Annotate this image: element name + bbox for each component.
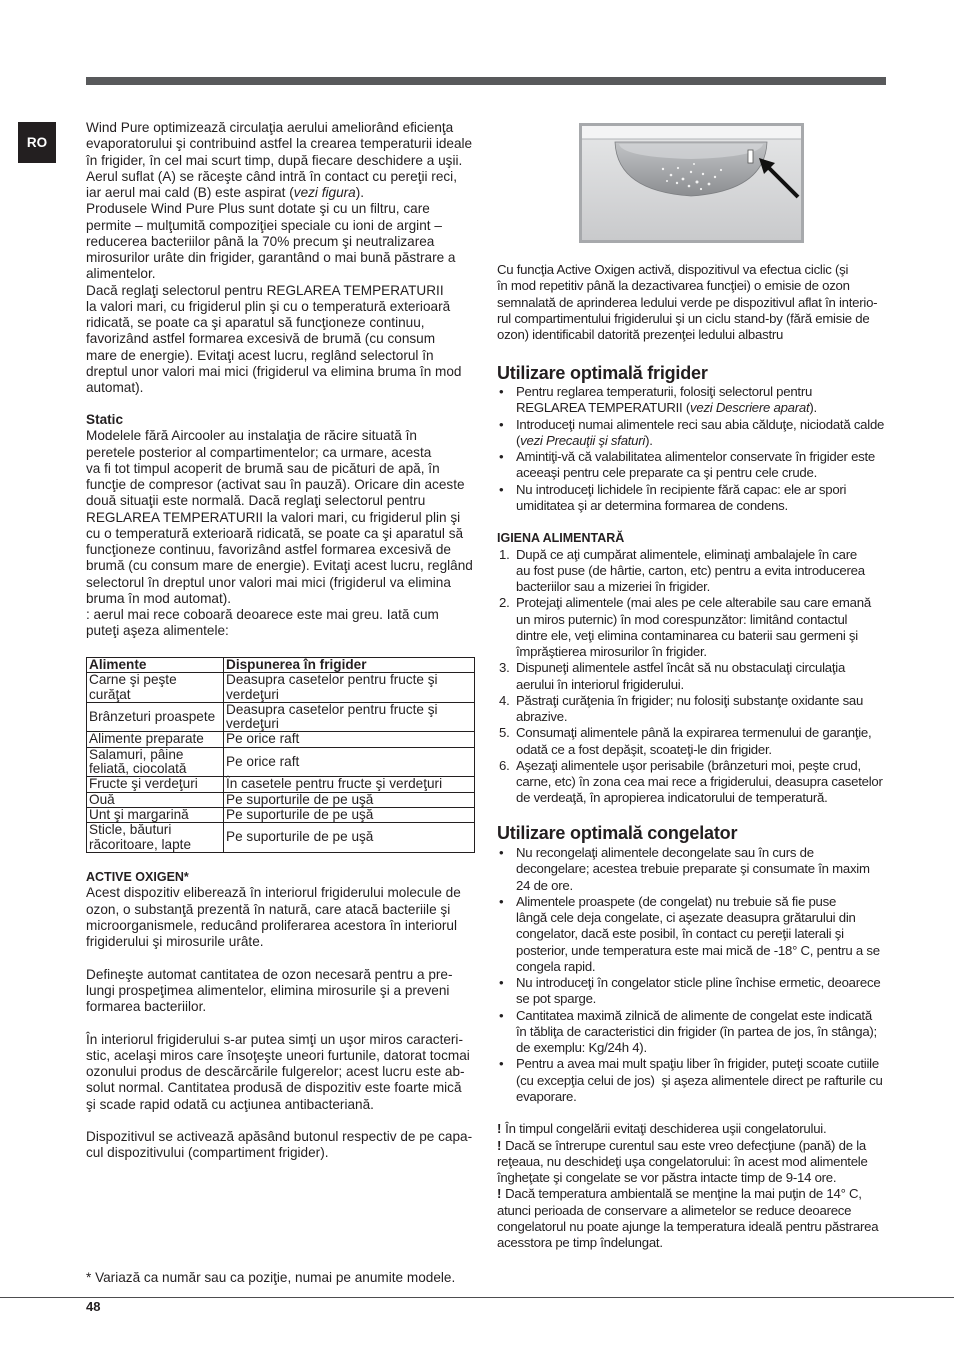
fridge-usage-title: Utilizare optimală frigider: [497, 363, 708, 383]
header-bar: [86, 77, 886, 85]
hygiene-heading: IGIENA ALIMENTARĂ: [497, 531, 625, 546]
list-number: 4.: [499, 692, 510, 708]
text-line: ozon, o substanţă prezentă în natură, care atacă bacteriile şi: [86, 901, 451, 917]
text-line: de exemplu: Kg/24h 4).: [516, 1040, 647, 1055]
bullet-icon: •: [499, 1056, 504, 1072]
text-line: permite – mulţumită compoziţiei speciale cu ioni de argint –: [86, 217, 442, 233]
list-item: [497, 845, 889, 894]
table-row: [87, 673, 475, 703]
text-line: un miros puternic) în mod corespunzător: limitând contactul: [516, 611, 848, 627]
text-line: rul compartimentului frigiderului şi un ciclu stand-by (fără emisie de: [497, 310, 870, 326]
text-line: au fost puse (de hârtie, carton, etc) pentru a evita introducerea: [516, 562, 865, 578]
text-line: bruma în mod automat).: [86, 590, 232, 606]
text-line: lungi prospeţimea alimentelor, elimina mirosurile şi a preveni: [86, 982, 450, 998]
text-line: Modelele fără Aircooler au instalaţia de răcire situată în: [86, 428, 417, 444]
warning-note: [497, 1138, 889, 1187]
table-row: [87, 807, 475, 822]
text-line: [497, 1138, 889, 1154]
text-line: mirosurilor urâte din frigider, garantând o mai bună păstrare a: [86, 250, 456, 265]
text-line: favorizând astfel formarea excesivă de brumă (cu consum: [86, 331, 436, 347]
italic-reference: vezi Precauţii şi sfaturi: [520, 432, 646, 448]
fridge-ceiling: [582, 126, 801, 139]
text-line: îngheţate şi congelate se vor păstra intacte timp de 9-14 ore.: [497, 1170, 837, 1185]
list-item-text: [516, 547, 889, 596]
italic-reference: vezi figura: [293, 185, 356, 200]
paragraph: [86, 885, 476, 950]
text-segment: REGLAREA TEMPERATURII (: [516, 400, 691, 416]
table-cell: Sticle, băuturi răcoritoare, lapte: [87, 823, 224, 853]
text-line: selectorul în dreptul unor valori mai mici (frigiderul va elimina: [86, 574, 451, 590]
table-row: [87, 792, 475, 807]
text-line: cu o temperatură exterioară ridicată, se poate ca şi aparatul să: [86, 525, 464, 541]
static-heading: Static: [86, 412, 124, 427]
table-row: [87, 702, 475, 732]
table-row: [87, 823, 475, 853]
text-line: Wind Pure optimizează circulaţia aerului ameliorând eficienţa: [86, 120, 454, 135]
table-body: [87, 673, 475, 853]
list-item: [497, 384, 889, 417]
table-cell: Pe orice raft: [224, 747, 475, 777]
text-line: mare de energie). Evitaţi acest lucru, reglând selectorul în: [86, 347, 434, 363]
paragraph: [86, 1032, 476, 1113]
text-line: ozonului produs de descărcările fulgerelor; acest lucru este ab-: [86, 1064, 465, 1079]
text-line: Protejaţi alimentele (mai ales pe cele alterabile sau care emană: [516, 595, 871, 611]
text-line: frigiderului şi mirosurile urâte.: [86, 934, 264, 949]
text-line: decongelare; acestea trebuie preparate şi consumate în maxim: [516, 861, 870, 877]
table-cell: Ouă: [87, 792, 224, 807]
italic-reference: vezi Descriere aparat: [690, 400, 810, 416]
list-item: [497, 975, 889, 1008]
list-item-text: [516, 417, 889, 450]
text-segment: ).: [645, 432, 653, 448]
text-line: REGLAREA TEMPERATURII la valori mari, cu frigiderul plin şi: [86, 509, 461, 525]
bullet-icon: •: [499, 416, 504, 432]
text-line: congelatorul nu poate ajunge la temperatura ideală pentru păstrarea: [497, 1218, 879, 1234]
text-line: două situaţii este normală. Dacă reglaţi selectorul pentru: [86, 493, 426, 509]
text-line: evaporatorului şi contribuind astfel la crearea temperaturii ideale: [86, 136, 473, 152]
text-line: Nu introduceţi lichidele în recipiente fără capac: ele ar spori: [516, 481, 847, 497]
text-segment: Dacă temperatura ambientală se menţine la mai puţin de 14° C,: [505, 1186, 862, 1202]
hygiene-list: [497, 547, 889, 807]
text-line: alimentelor.: [86, 266, 156, 282]
text-line: [516, 400, 889, 416]
text-line: puteţi aşeza alimentele:: [86, 623, 229, 639]
list-item: [497, 547, 889, 596]
paragraph: [86, 1129, 476, 1162]
warning-icon: !: [497, 1137, 502, 1153]
text-line: reducerea bacteriilor până la 70% precum şi neutralizarea: [86, 233, 435, 249]
text-line: în tăbliţa de caracteristici din frigider (în partea de jos, în stânga);: [516, 1023, 877, 1039]
text-line: Aşezaţi alimentele uşor perisabile (brânzeturi moi, peşte crud,: [516, 757, 861, 773]
active-oxigen-text: [86, 885, 476, 1161]
wind-pure-text: [86, 120, 476, 396]
text-line: Cantitatea maximă zilnică de alimente de congelat este indicată: [516, 1007, 872, 1023]
text-segment: Dacă se întrerupe curentul sau este vreo defecţiune (pană) de la: [505, 1137, 866, 1153]
text-line: Dispuneţi alimentele astfel încât să nu obstaculaţi circulaţia: [516, 660, 846, 676]
list-item-text: [516, 595, 889, 660]
static-section: [86, 412, 476, 640]
text-line: umiditatea şi ar determina formarea de condens.: [516, 497, 788, 513]
text-line: Pentru a avea mai mult spaţiu liber în frigider, puteţi scoate cutiile: [516, 1056, 879, 1072]
table-cell: Pe orice raft: [224, 732, 475, 747]
text-line: aceeaşi pentru cele preparate ca şi pentru cele crude.: [516, 465, 817, 481]
text-line: peretele posterior al compartimentelor; ca urmare, acesta: [86, 444, 432, 460]
text-line: în mod repetitiv până la dezactivarea funcţiei) o emisie de ozon: [497, 278, 850, 294]
ozone-device-illustration: [579, 123, 804, 243]
text-line: automat).: [86, 380, 144, 395]
text-line: Alimentele proaspete (de congelat) nu trebuie să fie puse: [516, 893, 837, 909]
indicator-led: [748, 150, 753, 163]
text-line: va fi tot timpul acoperit de brumă sau de picături de apă, în: [86, 460, 440, 476]
text-line: Nu recongelaţi alimentele decongelate sau în curs de: [516, 845, 814, 860]
footnote: * Variază ca număr sau ca poziţie, numai pe anumite modele.: [86, 1270, 456, 1285]
list-item-text: [516, 384, 889, 417]
table-cell: Brânzeturi proaspete: [87, 702, 224, 732]
list-item: [497, 693, 889, 726]
table-cell: Salamuri, pâine feliată, ciocolată: [87, 747, 224, 777]
text-line: solut normal. Cantitatea produsă de dispozitiv este foarte mică: [86, 1080, 462, 1096]
warning-note: [497, 1121, 889, 1137]
text-segment: În timpul congelării evitaţi deschiderea uşii congelatorului.: [505, 1121, 827, 1137]
table-header-cell: Alimente: [87, 658, 224, 673]
text-line: Dispozitivul se activează apăsând butonul respectiv de pe capa-: [86, 1129, 473, 1144]
text-line: Nu introduceţi în congelator sticle pline închise ermetic, deoarece: [516, 975, 881, 990]
text-line: atunci perioada de conservare a alimetelor se reduce deoarece: [497, 1202, 852, 1218]
text-line: Defineşte automat cantitatea de ozon necesară pentru a pre-: [86, 966, 453, 982]
text-line: : aerul mai rece coboară deoarece este mai greu. Iată cum: [86, 607, 439, 622]
text-line: la valori mari, cu frigiderul plin şi cu o temperatură exterioară: [86, 298, 451, 314]
list-item-text: [516, 845, 889, 894]
list-item-text: [516, 660, 889, 693]
list-number: 6.: [499, 757, 510, 773]
food-placement-table: [86, 657, 475, 853]
footer-rule: [0, 1297, 954, 1298]
text-line: [86, 185, 476, 201]
list-item-text: [516, 693, 889, 726]
text-line: şi scade rapid odată cu acţiunea antibacteriană.: [86, 1096, 374, 1112]
text-line: Cu funcţia Active Oxigen activă, dispozitivul va efectua ciclic (şi: [497, 262, 849, 277]
active-oxigen-section: [86, 869, 476, 1162]
text-line: dreptul unor valori mai mici (frigiderul va elimina bruma în mod: [86, 363, 462, 379]
text-line: bacteriilor sau a mizeriei în frigider.: [516, 579, 711, 594]
table-cell: Pe suporturile de pe uşă: [224, 807, 475, 822]
table-cell: Unt şi margarină: [87, 807, 224, 822]
table-cell: Deasupra casetelor pentru fructe şi verdeţuri: [224, 673, 475, 703]
table-row: [87, 732, 475, 747]
bullet-icon: •: [499, 384, 504, 399]
warning-icon: !: [497, 1121, 502, 1137]
text-segment: ).: [809, 400, 817, 416]
text-segment: iar aerul mai cald (B) este aspirat (: [86, 185, 294, 200]
table-cell: Pe suporturile de pe uşă: [224, 792, 475, 807]
page-number: 48: [86, 1299, 101, 1314]
list-item-text: [516, 1056, 889, 1105]
list-number: 5.: [499, 725, 510, 741]
list-item-text: [516, 758, 889, 807]
text-line: acesstora pe timp îndelungat.: [497, 1235, 663, 1250]
text-line: dintre ele, veţi elimina contaminarea cu baterii sau germeni şi: [516, 627, 858, 643]
text-line: Acest dispozitiv eliberează în interiorul frigiderului molecule de: [86, 885, 461, 901]
list-item-text: [516, 894, 889, 975]
text-line: În interiorul frigiderului s-ar putea simţi un uşor miros caracteri-: [86, 1031, 463, 1047]
text-line: După ce aţi cumpărat alimentele, eliminaţi ambalajele în care: [516, 546, 857, 562]
list-item: [497, 1056, 889, 1105]
bullet-icon: •: [499, 449, 504, 464]
warning-note: [497, 1186, 889, 1251]
table-cell: În casetele pentru fructe şi verdeţuri: [224, 777, 475, 792]
freezer-usage-title: Utilizare optimală congelator: [497, 823, 738, 843]
list-item: [497, 482, 889, 515]
text-line: stic, acelaşi miros care însoţeşte uneori furtunile, datorat tocmai: [86, 1047, 470, 1063]
list-number: 1.: [499, 546, 510, 562]
bullet-icon: •: [499, 975, 504, 990]
list-item: [497, 1008, 889, 1057]
text-line: [497, 1121, 889, 1137]
text-line: carne, etc) în zona cea mai rece a frigiderului, deasupra casetelor: [516, 774, 883, 789]
active-oxigen-heading: ACTIVE OXIGEN*: [86, 870, 189, 884]
freezer-warnings: [497, 1121, 889, 1251]
bullet-icon: •: [499, 845, 504, 860]
list-item: [497, 894, 889, 975]
bullet-icon: •: [499, 1007, 504, 1023]
text-line: ridicată, se poate ca şi aparatul să funcţioneze continuu,: [86, 315, 425, 330]
text-line: Dacă reglaţi selectorul pentru REGLAREA TEMPERATURII: [86, 282, 444, 298]
bullet-icon: •: [499, 481, 504, 497]
list-item: [497, 595, 889, 660]
text-line: reţeaua, nu deschideţi uşa congelatorului: în acest mod alimentele: [497, 1153, 868, 1169]
warning-icon: !: [497, 1186, 502, 1202]
table-header-cell: Dispunerea în frigider: [224, 658, 475, 673]
list-item-text: [516, 975, 889, 1008]
table-cell: Fructe şi verdeţuri: [87, 777, 224, 792]
list-item-text: [516, 482, 889, 515]
text-line: evaporare.: [516, 1088, 577, 1104]
text-line: brumă (cu consum mare de energie). Evitaţi acest lucru, reglând: [86, 558, 473, 574]
list-item: [497, 725, 889, 758]
text-line: Pentru reglarea temperaturii, folosiţi selectorul pentru: [516, 384, 813, 399]
static-text: [86, 428, 476, 639]
text-line: congela rapid.: [516, 958, 596, 974]
text-line: posterior, unde temperatura este mai mică de -18° C, pentru a se: [516, 942, 880, 958]
text-line: Aerul suflat (A) se răceşte când intră în contact cu pereţii reci,: [86, 168, 457, 184]
text-line: aerului în interiorul frigiderului.: [516, 676, 684, 692]
text-segment: (: [516, 432, 521, 448]
text-line: lângă cele deja congelate, ci aşezate deasupra grătarului din: [516, 910, 856, 925]
text-line: Introduceţi numai alimentele reci sau abia călduţe, niciodată calde: [516, 416, 885, 432]
text-line: [497, 1186, 889, 1202]
freezer-section: [497, 845, 889, 1251]
table-header-row: [87, 658, 475, 673]
table-head: [87, 658, 475, 673]
text-line: cul dispozitivului (compartiment frigider).: [86, 1145, 329, 1161]
text-line: congelator, dacă este posibil, în contact cu pereţii laterali şi: [516, 926, 844, 942]
list-item: [497, 660, 889, 693]
text-line: abrazive.: [516, 709, 568, 724]
table-cell: Alimente preparate: [87, 732, 224, 747]
list-number: 2.: [499, 595, 510, 611]
table-cell: Deasupra casetelor pentru fructe şi verdeţuri: [224, 702, 475, 732]
text-line: în frigider, în cel mai scurt timp, după fiecare deschidere a uşii.: [86, 152, 463, 168]
list-item: [497, 417, 889, 450]
list-item: [497, 758, 889, 807]
active-oxigen-continued: [497, 262, 889, 343]
fridge-tips-list: [497, 384, 889, 514]
text-line: microorganismele, reducând proliferarea acestora în interiorul: [86, 917, 457, 933]
text-line: 24 de ore.: [516, 877, 573, 893]
text-line: Consumaţi alimentele până la expirarea termenului de garanţie,: [516, 725, 872, 741]
list-item-text: [516, 1008, 889, 1057]
text-line: de verdeaţă, în apropierea indicatorului de temperatură.: [516, 790, 828, 806]
list-item: [497, 449, 889, 482]
paragraph: [86, 967, 476, 1016]
text-line: ozon) identificabil datorită prezenţei ledului albastru: [497, 327, 784, 342]
ozone-device-figure: [579, 123, 804, 243]
table-cell: Pe suporturile de pe uşă: [224, 823, 475, 853]
bullet-icon: •: [499, 893, 504, 909]
table-row: [87, 747, 475, 777]
text-line: Produsele Wind Pure Plus sunt dotate şi cu un filtru, care: [86, 201, 430, 217]
language-tab: RO: [18, 122, 56, 163]
text-line: (cu excepţia celui de jos) şi aşeza alimentele direct pe rafturile cu: [516, 1072, 883, 1088]
text-line: Amintiţi-vă că valabilitatea alimentelor conservate în frigider este: [516, 449, 876, 464]
text-line: semnalată de aprinderea ledului verde pe dispozitivul aflat în interio-: [497, 294, 878, 310]
freezer-tips-list: [497, 845, 889, 1105]
text-line: odată ce a fost depăşit, scoateţi-le din frigider.: [516, 741, 772, 757]
text-line: se pot sparge.: [516, 991, 597, 1007]
text-line: funcţie de compresor (activat sau în pauză). Oricare din aceste: [86, 477, 465, 492]
text-line: formarea bacteriilor.: [86, 999, 207, 1014]
table-row: [87, 777, 475, 792]
table-cell: Carne şi peşte curăţat: [87, 673, 224, 703]
text-line: funcţioneze continuu, favorizând astfel formarea excesivă de: [86, 542, 451, 557]
text-line: Păstraţi curăţenia în frigider; nu folosiţi substanţe oxidante sau: [516, 692, 864, 708]
fridge-section: [497, 384, 889, 807]
list-item-text: [516, 725, 889, 758]
list-number: 3.: [499, 660, 510, 676]
text-line: [516, 433, 889, 449]
text-segment: ).: [355, 185, 365, 200]
list-item-text: [516, 449, 889, 482]
text-line: împrăştierea mirosurilor în frigider.: [516, 644, 707, 659]
